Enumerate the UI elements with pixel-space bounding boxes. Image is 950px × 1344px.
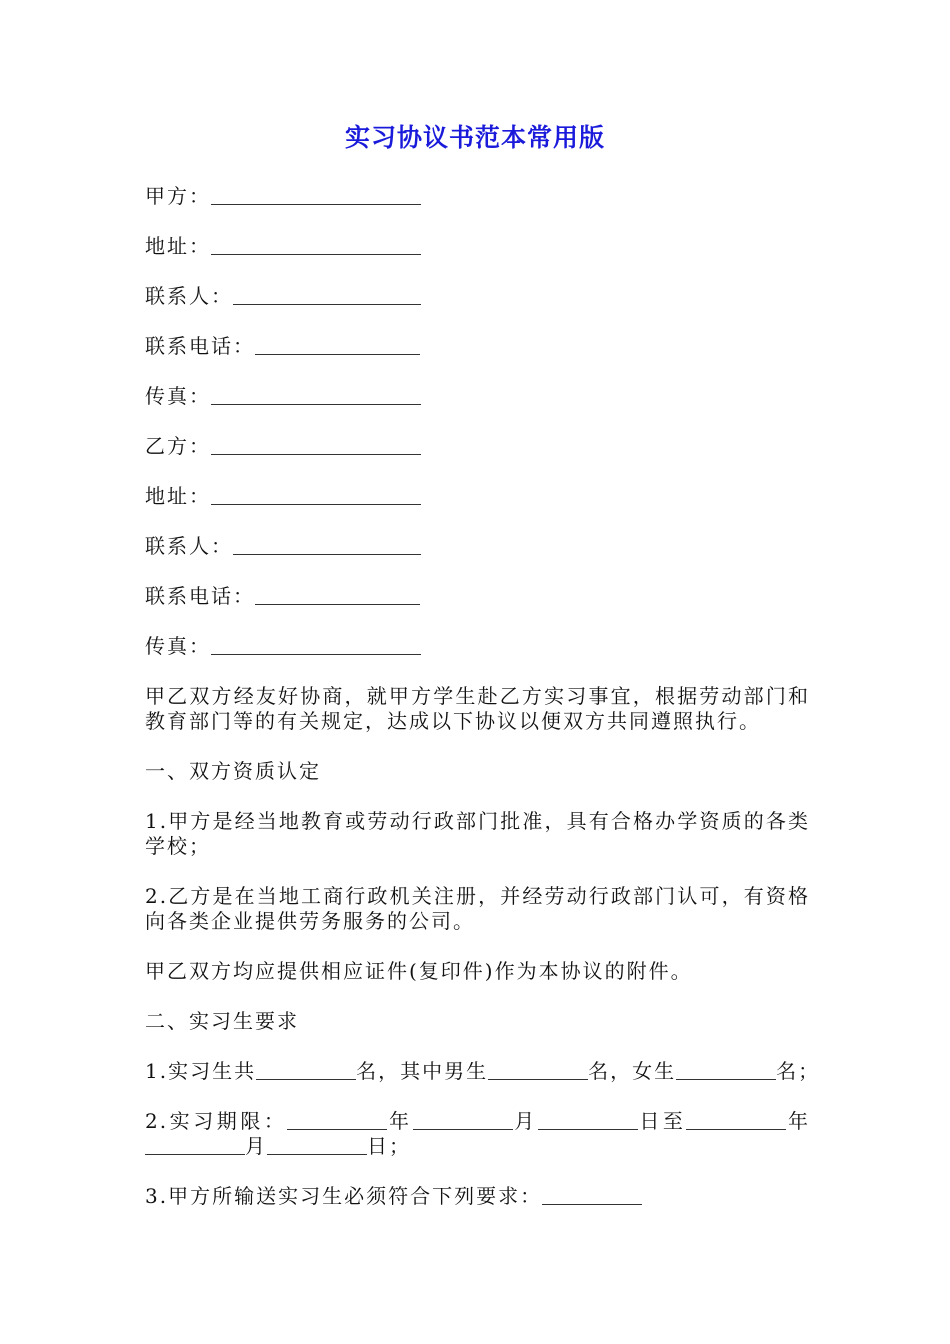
party-b-fax-row (145, 634, 810, 659)
party-b-fax-label: 传真： (145, 634, 211, 658)
start-month-blank[interactable] (413, 1111, 513, 1130)
party-b-address-blank[interactable] (211, 486, 421, 505)
party-a-address-blank[interactable] (211, 236, 421, 255)
section-2-heading: 二、实习生要求 (145, 1009, 299, 1033)
party-a-contact-blank[interactable] (233, 286, 421, 305)
section-1-note: 甲乙双方均应提供相应证件(复印件)作为本协议的附件。 (145, 959, 693, 983)
end-day-blank[interactable] (267, 1136, 367, 1155)
section-2-item-2 (145, 1109, 810, 1159)
male-count-text: 名，其中男生 (356, 1059, 489, 1083)
section-1-item-2: 2.乙方是在当地工商行政机关注册，并经劳动行政部门认可，有资格向各类企业提供劳务服务的公司。 (145, 884, 810, 933)
party-b-contact-label: 联系人： (145, 534, 233, 558)
period-label: 2.实习期限： (145, 1109, 288, 1133)
start-day-text: 日至 (637, 1109, 687, 1133)
intern-count-blank[interactable] (256, 1061, 356, 1080)
requirements-text: 3.甲方所输送实习生必须符合下列要求： (145, 1184, 543, 1208)
party-b-phone-blank[interactable] (255, 586, 420, 605)
party-a-fax-label: 传真： (145, 384, 211, 408)
start-month-text: 月 (512, 1109, 538, 1133)
party-a-fax-blank[interactable] (211, 386, 421, 405)
party-a-row (145, 184, 810, 209)
party-b-phone-row (145, 584, 810, 609)
end-year-blank[interactable] (686, 1111, 786, 1130)
requirements-blank[interactable] (542, 1186, 642, 1205)
party-a-label: 甲方： (145, 184, 211, 208)
party-b-contact-blank[interactable] (233, 536, 421, 555)
party-a-fax-row (145, 384, 810, 409)
end-day-text: 日； (367, 1134, 411, 1158)
party-a-phone-row (145, 334, 810, 359)
end-month-text: 月 (245, 1134, 267, 1158)
male-count-blank[interactable] (488, 1061, 588, 1080)
female-count-suffix: 名； (776, 1059, 821, 1083)
intern-count-text: 1.实习生共 (145, 1059, 257, 1083)
party-a-contact-row (145, 284, 810, 309)
female-count-blank[interactable] (676, 1061, 776, 1080)
party-b-row (145, 434, 810, 459)
party-a-phone-label: 联系电话： (145, 334, 255, 358)
section-1-heading: 一、双方资质认定 (145, 759, 321, 783)
end-month-blank[interactable] (145, 1136, 245, 1155)
start-day-blank[interactable] (538, 1111, 638, 1130)
female-count-text: 名，女生 (588, 1059, 677, 1083)
party-a-address-label: 地址： (145, 234, 211, 258)
document-title: 实习协议书范本常用版 (344, 123, 605, 152)
party-b-label: 乙方： (145, 434, 211, 458)
document-body (145, 184, 821, 1234)
start-year-text: 年 (387, 1109, 413, 1133)
party-b-fax-blank[interactable] (211, 636, 421, 655)
section-2-item-3 (145, 1184, 810, 1209)
section-2-item-1 (145, 1059, 821, 1084)
party-b-contact-row (145, 534, 810, 559)
start-year-blank[interactable] (287, 1111, 387, 1130)
party-b-address-row (145, 484, 810, 509)
intro-paragraph: 甲乙双方经友好协商，就甲方学生赴乙方实习事宜，根据劳动部门和教育部门等的有关规定，达成以下协议以便双方共同遵照执行。 (145, 684, 810, 733)
section-1-item-1: 1.甲方是经当地教育或劳动行政部门批准，具有合格办学资质的各类学校； (145, 809, 810, 858)
party-a-address-row (145, 234, 810, 259)
end-year-text: 年 (786, 1109, 811, 1133)
party-a-phone-blank[interactable] (255, 336, 420, 355)
party-b-blank[interactable] (211, 436, 421, 455)
party-b-phone-label: 联系电话： (145, 584, 255, 608)
party-a-contact-label: 联系人： (145, 284, 233, 308)
party-a-blank[interactable] (211, 186, 421, 205)
party-b-address-label: 地址： (145, 484, 211, 508)
